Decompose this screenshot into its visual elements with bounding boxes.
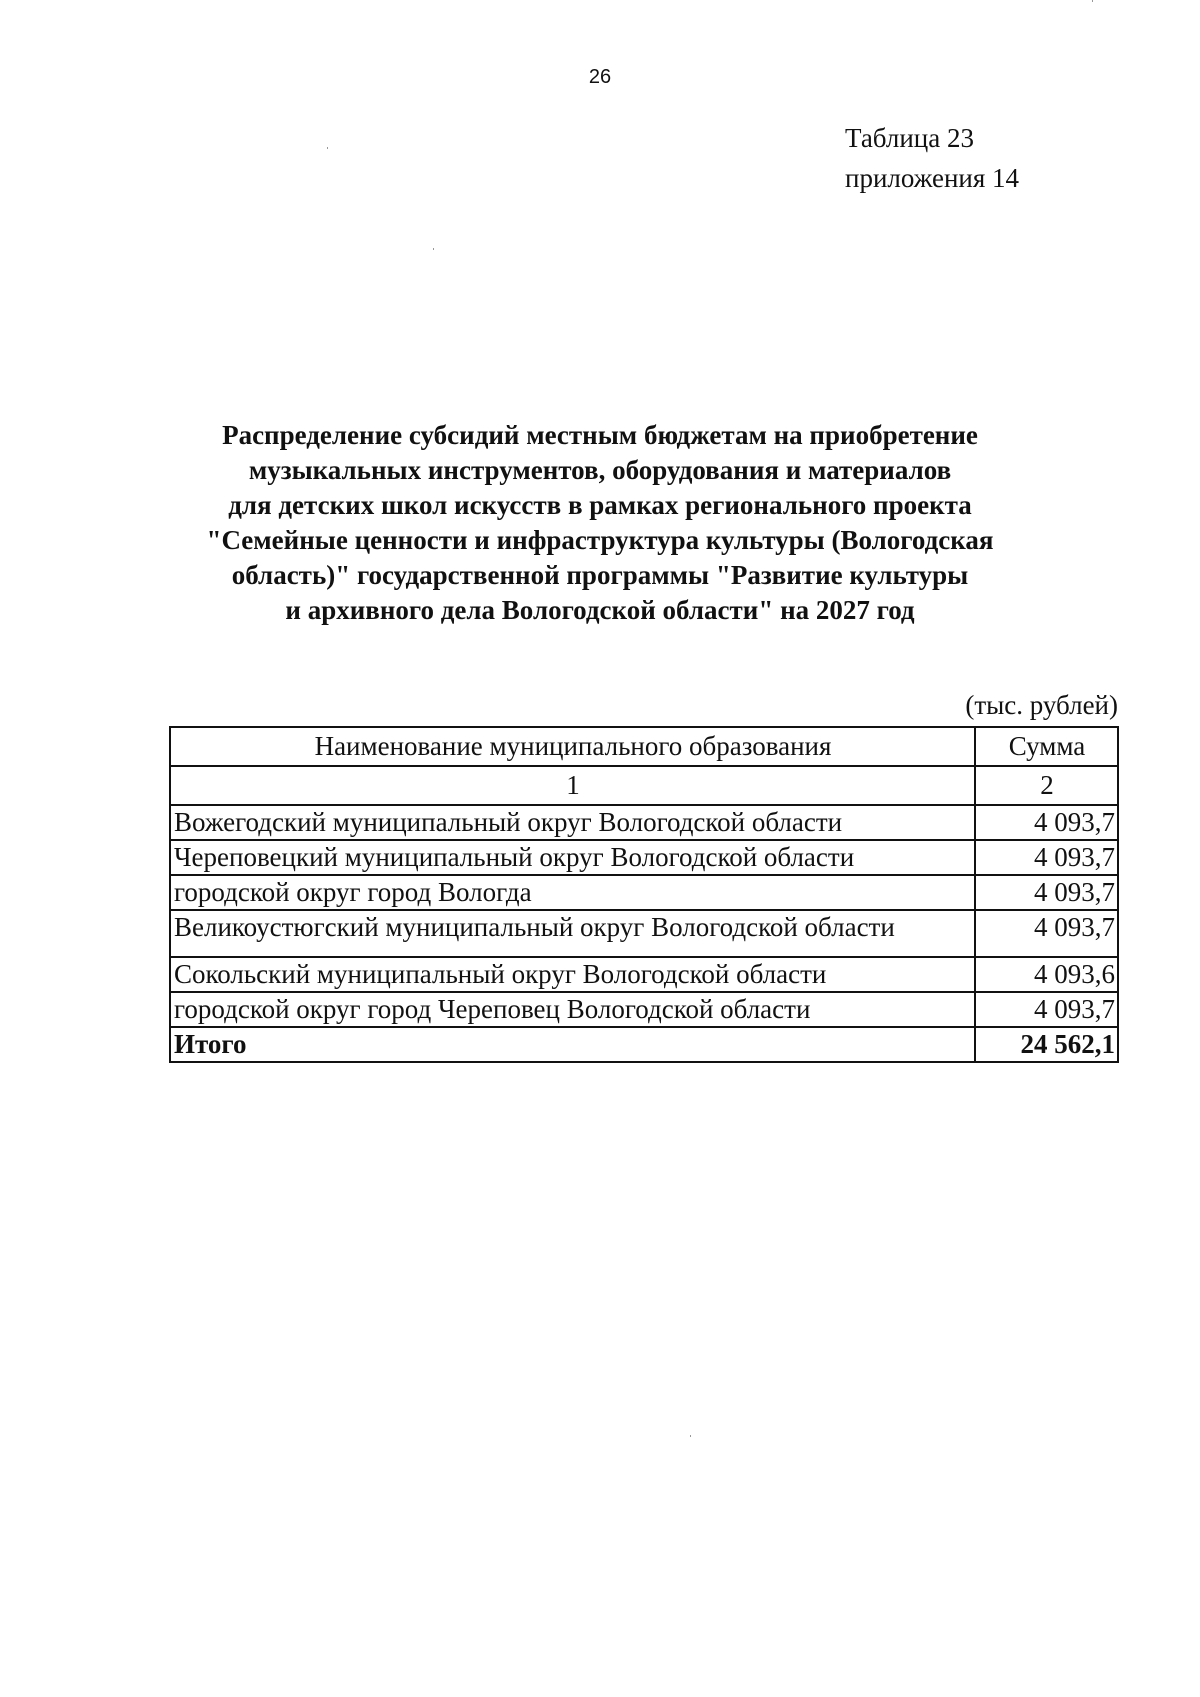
page-number: 26 [588,66,612,88]
table-reference [845,118,1019,198]
scan-speck [1092,0,1093,2]
table-row [170,957,1118,992]
municipality-name: Череповецкий муниципальный округ Вологодской области [170,840,975,875]
municipality-name: Великоустюгский муниципальный округ Вологодской области [170,910,975,957]
municipality-sum: 4 093,7 [975,992,1118,1027]
municipality-sum: 4 093,7 [975,875,1118,910]
municipality-sum: 4 093,7 [975,805,1118,840]
municipality-sum: 4 093,7 [975,910,1118,957]
total-row [170,1027,1118,1062]
title-line: область)" государственной программы "Развитие культуры [231,560,969,590]
unit-label: (тыс. рублей) [965,690,1118,720]
table-row [170,992,1118,1027]
column-number-1: 1 [170,766,975,805]
scan-speck [690,1435,691,1437]
title-line: музыкальных инструментов, оборудования и материалов [248,455,952,485]
subsidy-distribution-table [169,726,1119,1063]
column-number-2: 2 [975,766,1118,805]
total-sum: 24 562,1 [975,1027,1118,1062]
scan-speck [433,248,434,250]
title-line: Распределение субсидий местным бюджетам на приобретение [222,420,978,450]
table-row [170,805,1118,840]
municipality-name: городской округ город Вологда [170,875,975,910]
header-name: Наименование муниципального образования [170,727,975,766]
title-line: и архивного дела Вологодской области" на 2027 год [285,595,915,625]
table-row [170,875,1118,910]
municipality-name: Сокольский муниципальный округ Вологодской области [170,957,975,992]
municipality-sum: 4 093,6 [975,957,1118,992]
document-title [150,418,1050,628]
municipality-sum: 4 093,7 [975,840,1118,875]
table-header-row [170,727,1118,766]
header-sum: Сумма [975,727,1118,766]
total-label: Итого [170,1027,975,1062]
table-reference-line: Таблица 23 [845,123,974,153]
scan-speck [327,147,328,149]
appendix-reference-line: приложения 14 [845,163,1020,193]
table-row [170,910,1118,957]
title-line: для детских школ искусств в рамках регионального проекта [228,490,972,520]
municipality-name: городской округ город Череповец Вологодской области [170,992,975,1027]
table-row [170,840,1118,875]
municipality-name: Вожегодский муниципальный округ Вологодской области [170,805,975,840]
column-number-row [170,766,1118,805]
title-line: "Семейные ценности и инфраструктура культуры (Вологодская [206,525,994,555]
